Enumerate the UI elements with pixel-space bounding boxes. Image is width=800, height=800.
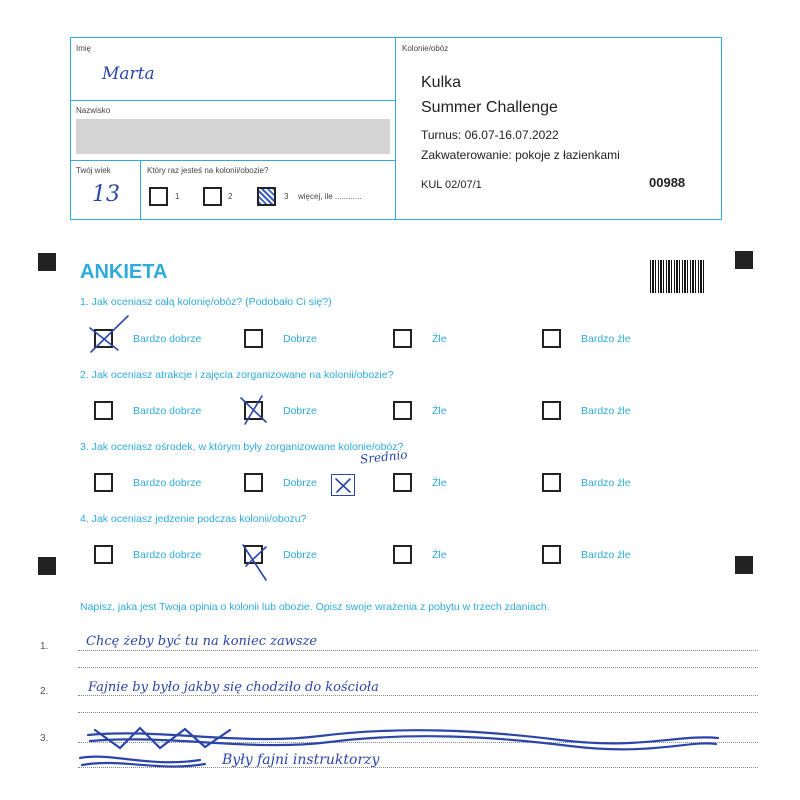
q4-option-good-label: Dobrze xyxy=(283,549,317,561)
question-1: 1. Jak oceniasz całą kolonię/obóz? (Podobało Ci się?) xyxy=(80,296,332,308)
q1-option-bad-label: Źle xyxy=(432,333,447,345)
q3-option-bad-label: Źle xyxy=(432,477,447,489)
question-4: 4. Jak oceniasz jedzenie podczas kolonii/obozu? xyxy=(80,513,307,525)
name-label: Imię xyxy=(76,44,92,53)
opinion-line-number-2: 2. xyxy=(40,686,49,697)
opinion-prompt: Napisz, jaka jest Twoja opinia o kolonii lub obozie. Opisz swoje wrażenia z pobytu w trzech zdaniach. xyxy=(80,601,550,613)
opinion-line-number-1: 1. xyxy=(40,641,49,652)
q2-option-good-label: Dobrze xyxy=(283,405,317,417)
q2-option-very-bad-label: Bardzo źle xyxy=(581,405,631,417)
camp-program: Summer Challenge xyxy=(421,99,558,116)
q1-option-good-label: Dobrze xyxy=(283,333,317,345)
age-label: Twój wiek xyxy=(76,166,111,175)
q2-option-very-good-label: Bardzo dobrze xyxy=(133,405,202,417)
q4-option-bad-label: Źle xyxy=(432,549,447,561)
name-value[interactable]: Marta xyxy=(102,64,155,84)
opinion-answer-1[interactable]: Chcę żeby być tu na koniec zawsze xyxy=(86,634,318,649)
opinion-line-number-3: 3. xyxy=(40,733,49,744)
opinion-answer-3[interactable]: Były fajni instruktorzy xyxy=(222,752,380,768)
surname-label: Nazwisko xyxy=(76,106,111,115)
form-number: 00988 xyxy=(649,175,686,190)
survey-title: ANKIETA xyxy=(80,261,168,283)
q1-option-very-bad-label: Bardzo źle xyxy=(581,333,631,345)
q1-option-very-good-label: Bardzo dobrze xyxy=(133,333,202,345)
q2-option-bad-label: Źle xyxy=(432,405,447,417)
camp-label: Kolonie/obóz xyxy=(402,44,449,53)
turnus-label: Turnus: xyxy=(421,128,462,142)
camp-name: Kulka xyxy=(421,74,462,91)
q4-option-very-bad-label: Bardzo źle xyxy=(581,549,631,561)
q4-option-very-good-label: Bardzo dobrze xyxy=(133,549,202,561)
q3-handwritten-note: Srednio xyxy=(359,447,409,467)
opinion-answer-2[interactable]: Fajnie by było jakby się chodziło do kościoła xyxy=(88,680,379,695)
accommodation-label: Zakwaterowanie: xyxy=(421,148,512,162)
times-option-3: 3 xyxy=(284,192,289,201)
times-label: Który raz jesteś na kolonii/obozie? xyxy=(147,166,269,175)
times-option-1: 1 xyxy=(175,192,180,201)
age-value[interactable]: 13 xyxy=(92,182,120,207)
q3-option-very-bad-label: Bardzo źle xyxy=(581,477,631,489)
q3-option-very-good-label: Bardzo dobrze xyxy=(133,477,202,489)
camp-code: KUL 02/07/1 xyxy=(421,179,482,191)
times-more-label: więcej, ile ............ xyxy=(298,192,362,201)
turnus-value: 06.07-16.07.2022 xyxy=(464,128,559,142)
times-option-2: 2 xyxy=(228,192,233,201)
question-3: 3. Jak oceniasz ośrodek, w którym były zorganizowane kolonie/obóz? xyxy=(80,441,404,453)
question-2: 2. Jak oceniasz atrakcje i zajęcia zorganizowane na kolonii/obozie? xyxy=(80,369,394,381)
q3-option-good-label: Dobrze xyxy=(283,477,317,489)
accommodation-value: pokoje z łazienkami xyxy=(515,148,620,162)
